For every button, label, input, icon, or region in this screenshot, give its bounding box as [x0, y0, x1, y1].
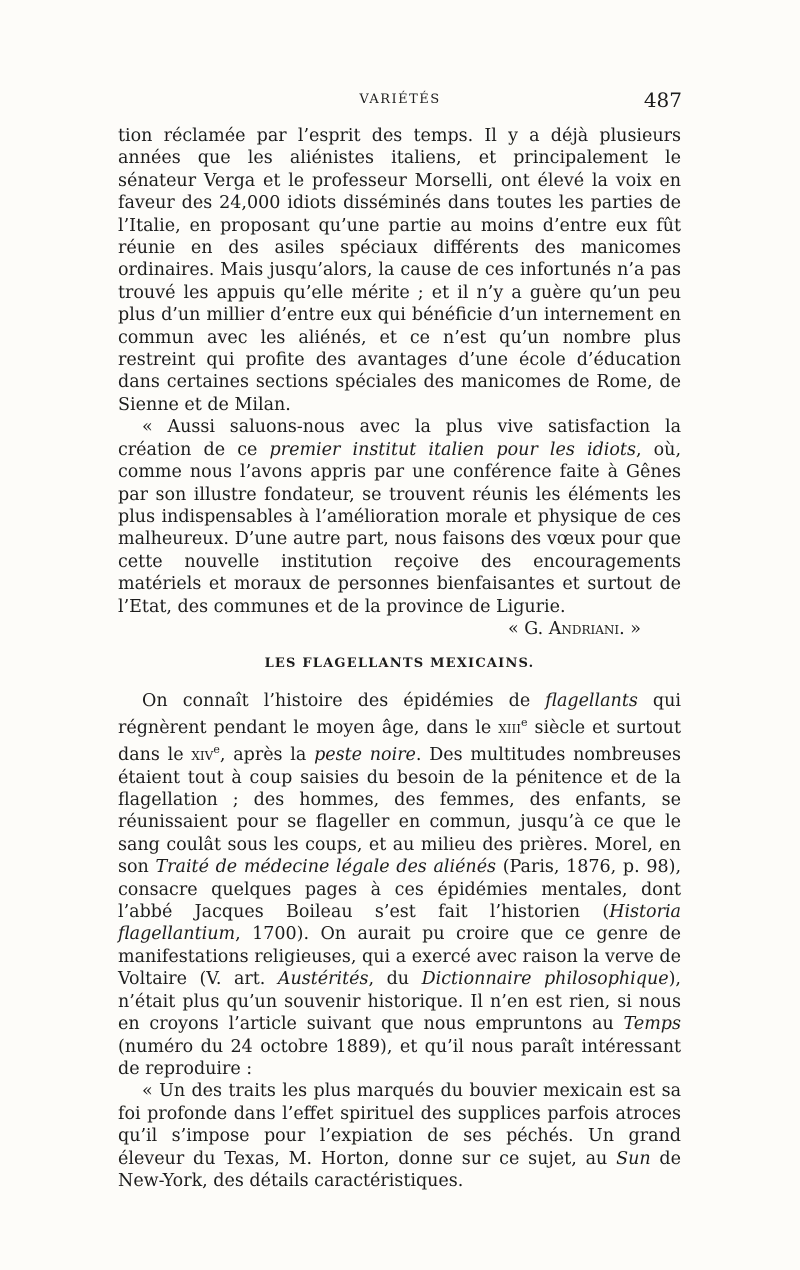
italic-text: Temps [623, 1014, 681, 1035]
italic-text: flagellants [545, 690, 638, 711]
italic-text: Dictionnaire philosophique [421, 969, 669, 990]
text-run: , 1700). On aurait pu croire que ce genre de manifestations religieuses, qui a exercé avec raison la verve de Voltaire (V. art. [118, 924, 681, 990]
superscript-text: e [213, 743, 220, 757]
italic-text: Historia flagellantium [118, 902, 681, 945]
paragraph-quote [118, 416, 681, 618]
italic-text: Sun [616, 1148, 651, 1169]
signature: « G. Andriani. » [507, 618, 641, 639]
text-run: (Paris, 1876, p. 98), consacre quelques pages à ces épidémies mentales, dont l’abbé Jacques Boileau s’est fait l’historien ( [118, 857, 682, 923]
superscript-text: e [520, 716, 528, 730]
section-heading: LES FLAGELLANTS MEXICAINS. [264, 656, 535, 672]
text-run: (numéro du 24 octobre 1889), et qu’il nous paraît intéressant de reproduire : [118, 1036, 681, 1079]
paragraph-mexican-herdsman [118, 1080, 681, 1192]
text-run: siècle et surtout dans le [118, 717, 681, 766]
quote-text-start: « Aussi saluons-nous avec la plus vive satisfaction la création de ce [118, 417, 681, 460]
body-text [118, 125, 681, 1192]
page-number: 487 [643, 88, 682, 112]
text-run: « Un des traits les plus marqués du bouvier mexicain est sa foi profonde dans l’effet spirituel des supplices parfois atroces qu’il s’impose pour l’expiation de ses péchés. Un grand éleveur du Texas, M. Horton, donne sur ce sujet, au [118, 1081, 681, 1169]
text-run: On connaît l’histoire des épidémies de [142, 690, 546, 711]
text-run: , du [368, 969, 422, 990]
text-run: . Des multitudes nombreuses étaient tout à coup saisies du besoin de la pénitence et de la flagellation ; des hommes, des femmes, des enfants, se réunissaient pour se flageller en commun, jusqu’à ce que le sang coulât sous les coups, et au milieu des prières. Morel, en son [118, 745, 682, 878]
paragraph-flagellants [118, 690, 681, 1081]
text-run: , après la [219, 745, 315, 766]
text-run: qui régnèrent pendant le moyen âge, dans le [118, 690, 681, 738]
italic-text: peste noire [314, 745, 416, 766]
italic-text: Austérités [277, 969, 369, 990]
paragraph-continuation: tion réclamée par l’esprit des temps. Il y a déjà plusieurs années que les aliénistes italiens, et principalement le sénateur Verga et le professeur Morselli, ont élevé la voix en faveur des 24,000 idiots disséminés dans toutes les parties de l’Italie, en proposant qu’une partie au moins d’entre eux fût réunie en des asiles spéciaux différents des manicomes ordinaires. Mais jusqu’alors, la cause de ces infortunés n’a pas trouvé les appuis qu’elle mérite ; et il n’y a guère qu’un peu plus d’un millier d’entre eux qui bénéficie d’un internement en commun avec les aliénés, et ce n’est qu’un nombre plus restreint qui profite des avantages d’une école d’éducation dans certaines sections spéciales des manicomes de Rome, de Sienne et de Milan. [118, 126, 681, 415]
italic-text: Traité de médecine légale des aliénés [155, 857, 497, 878]
text-run: xiv [191, 745, 214, 766]
text-run: ), n’était plus qu’un souvenir historique. Il n’en est rien, si nous en croyons l’article suivant que nous empruntons au [118, 969, 681, 1035]
text-run: xiii [498, 717, 521, 738]
institute-name: premier institut italien pour les idiots [269, 439, 636, 460]
quote-text-end: , où, comme nous l’avons appris par une conférence faite à Gênes par son illustre fondateur, se trouvent réunis les éléments les plus indispensables à l’amélioration morale et physique de ces malheureux. D’une autre part, nous faisons des vœux pour que cette nouvelle institution reçoive des encouragements matériels et moraux de personnes bienfaisantes et surtout de l’Etat, des communes et de la province de Ligurie. [118, 439, 682, 617]
running-title: VARIÉTÉS [359, 92, 441, 107]
page-header [118, 88, 682, 116]
text-run: de New-York, des détails caractéristiques. [118, 1148, 681, 1191]
